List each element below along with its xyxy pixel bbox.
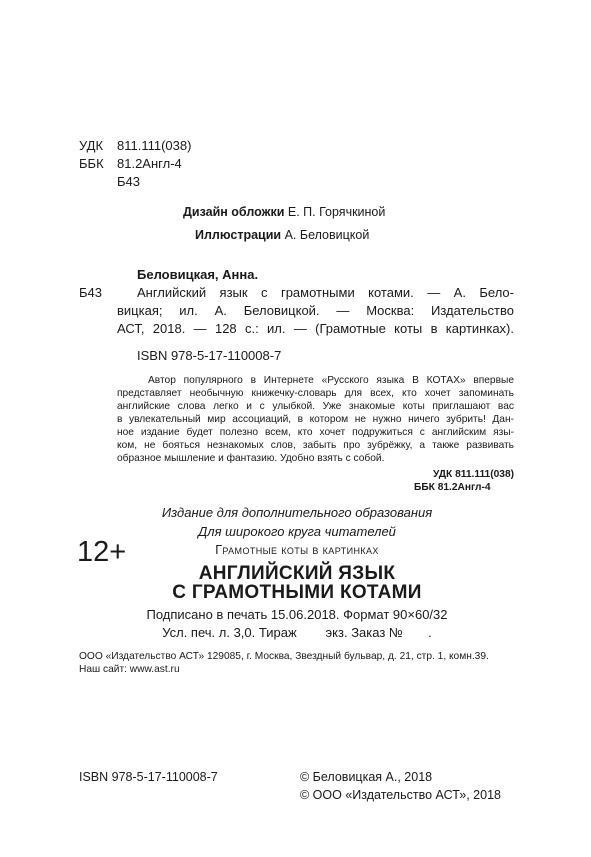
cover-design-name: Е. П. Горячкиной [287, 205, 386, 219]
entry-line-2: вицкая; ил. А. Беловицкой. — Москва: Издательство [117, 303, 514, 318]
cover-design-label: Дизайн обложки [183, 205, 285, 219]
bbk-label: ББК [79, 156, 104, 171]
edition-purpose: Издание для дополнительного образования [161, 505, 433, 520]
footer-isbn: ISBN 978-5-17-110008-7 [79, 770, 218, 784]
publisher-address: ООО «Издательство АСТ» 129085, г. Москва, Звездный бульвар, д. 21, стр. 1, комн.39. [79, 651, 489, 662]
entry-line-1: Английский язык с грамотными котами. — А. Бело- [137, 285, 514, 300]
entry-line-3: АСТ, 2018. — 128 с.: ил. — (Грамотные коты в картинках). [117, 321, 514, 336]
annotation-bbk: ББК 81.2Англ-4 [414, 482, 491, 493]
copyright-publisher: © ООО «Издательство АСТ», 2018 [300, 788, 501, 802]
udk-label: УДК [79, 138, 104, 153]
annotation-line-3: английские слова легко и с улыбкой. Уже знакомые коты приглашают вас [117, 401, 514, 412]
copyright-author: © Беловицкая А., 2018 [300, 770, 433, 784]
annotation-line-4: в увлекательный мир ассоциаций, в котором не нужно ничего зубрить! Дан- [117, 414, 514, 425]
annotation-line-2: представляет необычную книжечку-словарь для всех, кто хочет запоминать [117, 388, 514, 399]
author-mark: Б43 [117, 174, 140, 189]
annotation-line-5: ное издание будет полезно всем, кто хочет подружиться с английским язы- [117, 427, 514, 438]
annotation-line-6: ком, не бояться незнакомых слов, забыть про зубрёжку, а также развивать [117, 440, 514, 451]
entry-mark: Б43 [79, 285, 102, 300]
print-info-line-2: Усл. печ. л. 3,0. Тираж экз. Заказ № . [162, 625, 432, 640]
bbk-value: 81.2Англ-4 [117, 156, 182, 171]
illustrations-credit [195, 228, 369, 243]
annotation-line-1: Автор популярного в Интернете «Русского языка В КОТАХ» впервые [148, 375, 514, 386]
entry-isbn: ISBN 978-5-17-110008-7 [137, 348, 282, 363]
illustrations-label: Иллюстрации [195, 228, 282, 242]
illustrations-name: А. Беловицкой [284, 228, 370, 242]
book-title-line-2: С ГРАМОТНЫМИ КОТАМИ [172, 582, 422, 603]
annotation-udk: УДК 811.111(038) [432, 469, 514, 480]
print-info-line-1: Подписано в печать 15.06.2018. Формат 90×60/32 [146, 607, 448, 622]
publisher-site: Наш сайт: www.ast.ru [79, 664, 180, 675]
udk-value: 811.111(038) [117, 138, 192, 153]
edition-audience: Для широкого круга читателей [198, 524, 396, 539]
book-title-line-1: АНГЛИЙСКИЙ ЯЗЫК [198, 563, 396, 584]
cover-design-credit [183, 205, 385, 220]
annotation-last-line: образное мышление и фантазию. Удобно взять с собой. [117, 453, 385, 464]
age-rating: 12+ [77, 536, 127, 568]
series-name: Грамотные коты в картинках [215, 543, 379, 557]
entry-author-heading: Беловицкая, Анна. [137, 267, 259, 282]
